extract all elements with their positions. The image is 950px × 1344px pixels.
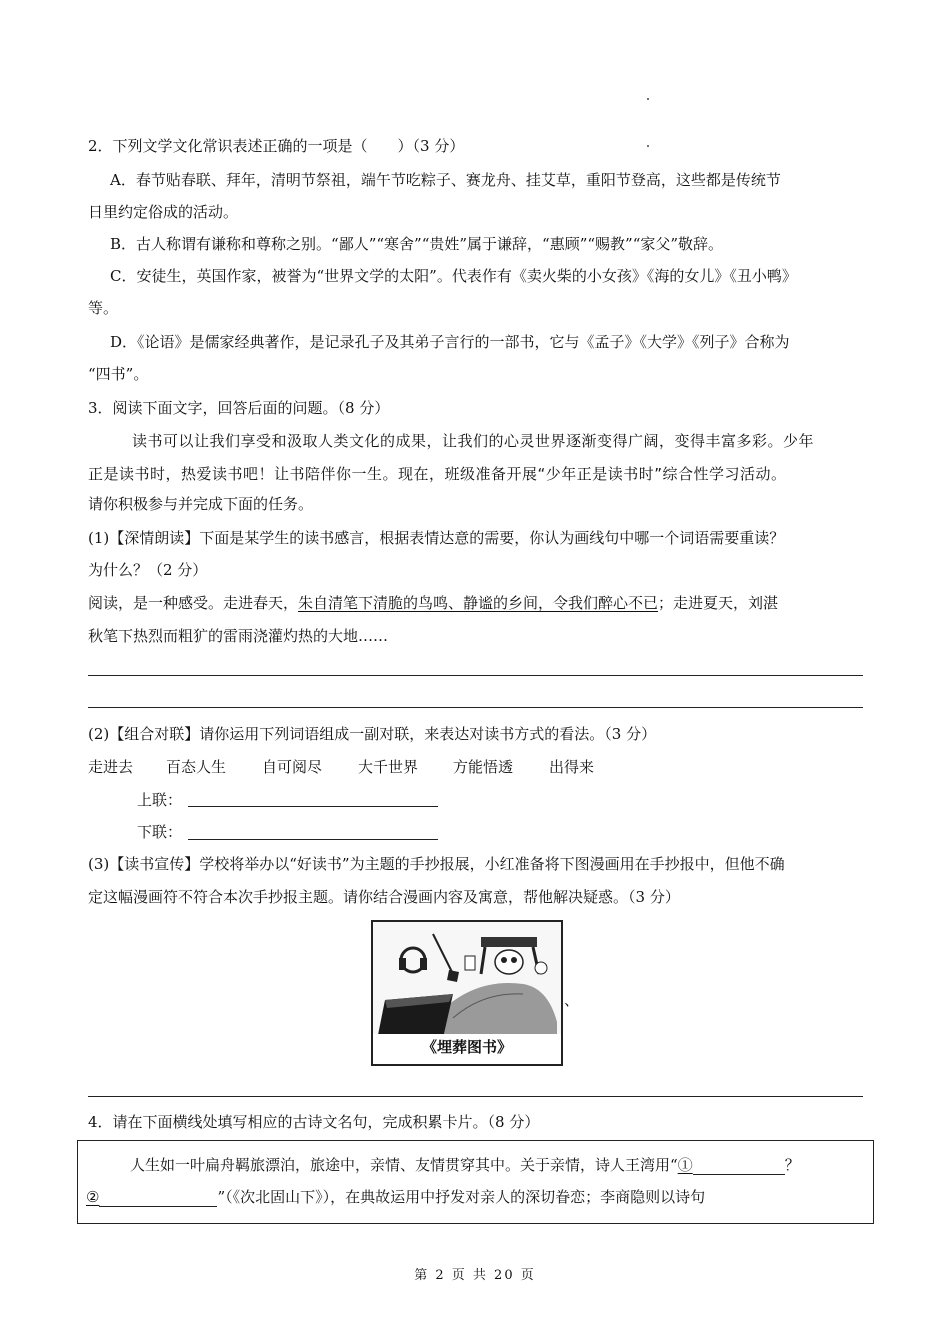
page-footer: 第 2 页 共 20 页 [414,1268,536,1283]
upper-couplet-blank[interactable] [188,806,438,807]
comic-caption: 《埋葬图书》 [421,1038,512,1056]
q3-sub1-passage-line2: 秋笔下热烈而粗犷的雷雨浇灌灼热的大地…… [88,627,389,645]
answer-line[interactable] [88,1096,863,1097]
lower-couplet-blank[interactable] [188,839,438,840]
card-line-2 [86,1187,705,1207]
blank-1-number: ① [677,1156,693,1174]
q3-sub2-word-2: 百态人生 [166,758,227,776]
underlined-sentence: 朱自清笔下清脆的鸟鸣、静谧的乡间，令我们醉心不已 [298,594,659,612]
scan-speck [647,145,649,147]
card-text: 人生如一叶扁舟羁旅漂泊，旅途中，亲情、友情贯穿其中。关于亲情，诗人王湾用“ [130,1156,678,1174]
passage-text: 阅读，是一种感受。走进春天， [88,594,299,612]
q2-option-d-line2: “四书”。 [88,365,149,383]
q3-sub2-word-5: 方能悟透 [453,758,514,776]
passage-text: ；走进夏天，刘湛 [658,594,779,612]
q3-sub2-word-4: 大千世界 [358,758,419,776]
q3-intro-line3: 请你积极参与并完成下面的任务。 [88,495,314,513]
q3-intro-line2: 正是读书时，热爱读书吧！让书陪伴你一生。现在，班级准备开展“少年正是读书时”综合性学习活动。 [88,465,787,483]
upper-couplet-label: 上联： [137,791,183,809]
q2-option-c-line2: 等。 [88,299,119,317]
lower-couplet-label: 下联： [137,823,183,841]
q3-sub2-question: (2)【组合对联】请你运用下列词语组成一副对联，来表达对读书方式的看法。（3 分） [88,725,657,743]
q2-option-a-line2: 日里约定俗成的活动。 [88,203,239,221]
q3-sub2-word-3: 自可阅尽 [262,758,323,776]
q3-sub3-question-line1: (3)【读书宣传】学校将举办以“好读书”为主题的手抄报展，小红准备将下图漫画用在手抄报中，但他不确 [88,855,785,873]
accumulation-card [77,1140,874,1224]
card-text: ”（《次北固山下》），在典故运用中抒发对亲人的深切眷恋；李商隐则以诗句 [217,1188,706,1206]
q3-sub2-word-6: 出得来 [549,758,595,776]
q2-option-a-line1: A．春节贴春联、拜年，清明节祭祖，端午节吃粽子、赛龙舟、挂艾草，重阳节登高，这些都是传统节 [110,171,781,189]
comic-image [371,920,563,1066]
question-2-stem: 2．下列文学文化常识表述正确的一项是（ ）（3 分） [88,137,465,155]
q3-intro-line1: 读书可以让我们享受和汲取人类文化的成果，让我们的心灵世界逐渐变得广阔，变得丰富多彩。少年 [132,432,815,450]
q3-sub1-question-line1: (1)【深情朗读】下面是某学生的读书感言，根据表情达意的需要，你认为画线句中哪一个词语需要重读？ [88,529,785,547]
scan-speck [647,98,649,100]
question-3-stem: 3．阅读下面文字，回答后面的问题。（8 分） [88,399,390,417]
blank-1[interactable] [693,1156,785,1175]
question-4-stem: 4．请在下面横线处填写相应的古诗文名句，完成积累卡片。（8 分） [88,1113,540,1131]
card-line-1 [130,1155,800,1175]
q3-sub1-passage-line1 [88,593,778,613]
q2-option-c-line1: C．安徒生，英国作家，被誉为“世界文学的太阳”。代表作有《卖火柴的小女孩》《海的女儿》《丑小鸭》 [110,267,797,285]
card-text: ？ [784,1156,800,1174]
q2-option-d-line1: D．《论语》是儒家经典著作，是记录孔子及其弟子言行的一部书，它与《孟子》《大学》《列子》合称为 [110,333,790,351]
blank-2-number: ② [86,1188,100,1206]
q2-option-b: B．古人称谓有谦称和尊称之别。“鄙人”“寒舍”“贵姓”属于谦辞，“惠顾”“赐教”“家父”敬辞。 [110,235,724,253]
answer-line[interactable] [88,675,863,676]
q3-sub3-question-line2: 定这幅漫画符不符合本次手抄报主题。请你结合漫画内容及寓意，帮他解决疑惑。（3 分） [88,888,680,906]
q3-sub1-question-line2: 为什么？（2 分） [88,561,208,579]
q3-sub2-word-1: 走进去 [88,758,134,776]
answer-line[interactable] [88,707,863,708]
stray-mark: 、 [564,991,580,1009]
blank-2[interactable] [99,1188,217,1207]
